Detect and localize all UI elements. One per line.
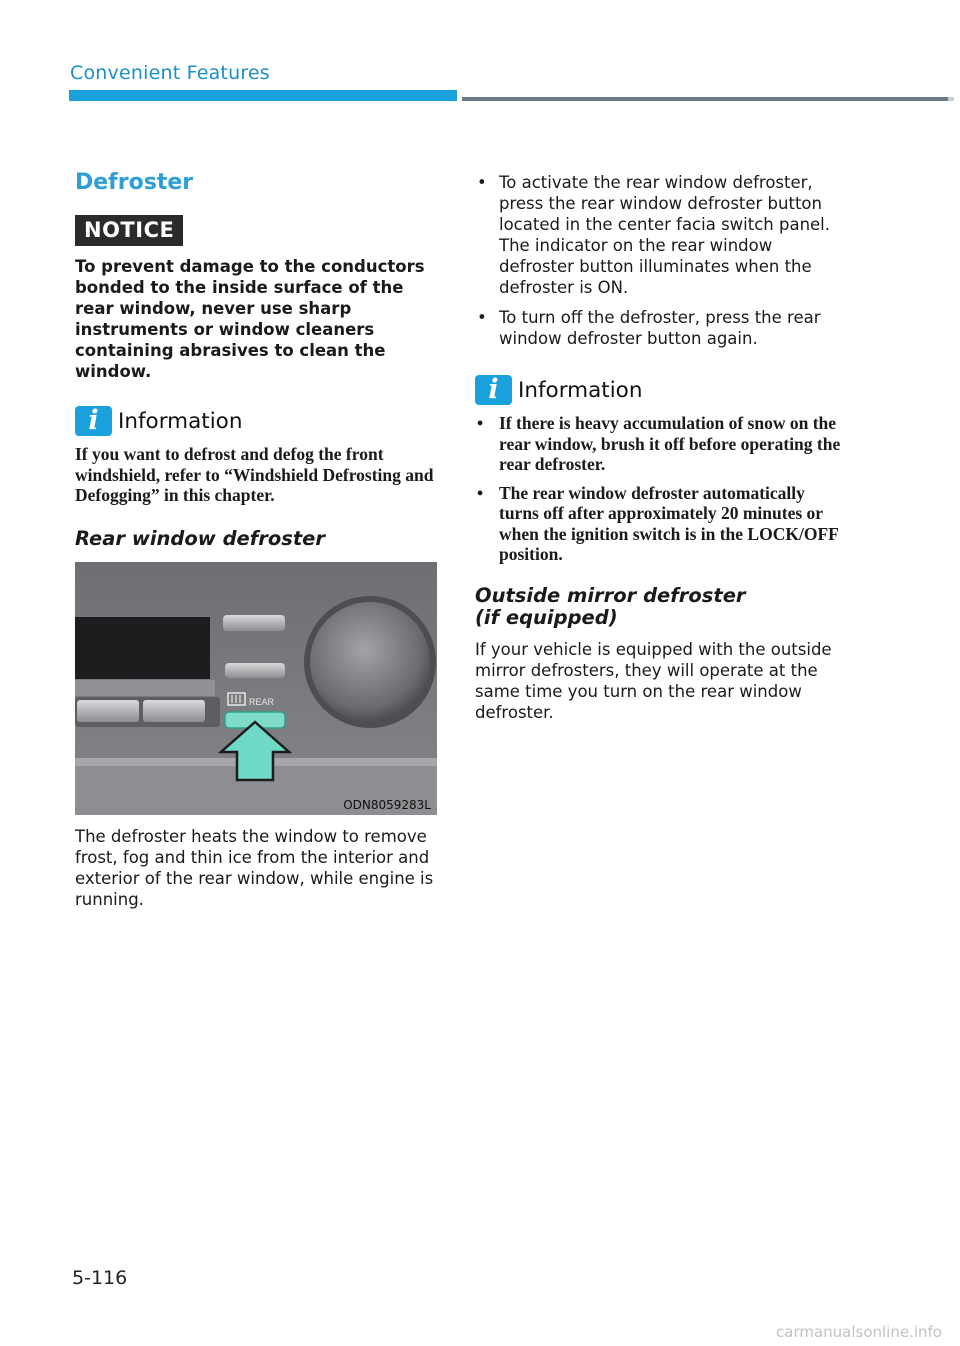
- page-number: 5-116: [72, 1267, 128, 1289]
- information-heading-right: [475, 375, 841, 405]
- list-item: • If there is heavy accumulation of snow on the rear window, brush it off before operating the rear defroster.: [475, 413, 841, 475]
- figure-caption: ODN8059283L: [343, 797, 431, 812]
- subsection-title-outside-mirror: [475, 585, 841, 629]
- subsection-title-line1: Outside mirror defroster: [475, 583, 746, 607]
- notice-badge: NOTICE: [75, 215, 183, 246]
- header-title: Convenient Features: [70, 62, 270, 84]
- header-bar-rule: [462, 97, 948, 101]
- list-item: • To activate the rear window defroster, press the rear window defroster button located in the center facia switch panel. The indicator on the rear window defroster button illuminates when the defroster is ON.: [475, 172, 841, 298]
- list-item: • The rear window defroster automatically turns off after approximately 20 minutes or when the ignition switch is in the LOCK/OFF position.: [475, 483, 841, 565]
- info-icon: i: [75, 406, 112, 436]
- defroster-instructions: [475, 172, 841, 349]
- information-list: [475, 413, 841, 565]
- right-column: [475, 172, 841, 723]
- subsection-title-rear-window: Rear window defroster: [75, 526, 326, 550]
- figure-button-label: REAR: [249, 696, 275, 707]
- information-label: Information: [518, 377, 643, 403]
- defroster-panel-figure: [75, 562, 437, 815]
- notice-text: To prevent damage to the conductors bonded to the inside surface of the rear window, never use sharp instruments or window cleaners containing abrasives to clean the window.: [75, 257, 425, 381]
- outside-mirror-description: If your vehicle is equipped with the outside mirror defrosters, they will operate at the same time you turn on the rear window defroster.: [475, 639, 832, 722]
- information-text: If you want to defrost and defog the front windshield, refer to “Windshield Defrosting and Defogging” in this chapter.: [75, 444, 434, 505]
- defroster-panel-illustration: [75, 562, 437, 815]
- left-column: [75, 170, 437, 910]
- info-icon: i: [475, 375, 512, 405]
- list-item: • To turn off the defroster, press the rear window defroster button again.: [475, 307, 841, 349]
- header-bar-accent: [69, 90, 457, 101]
- information-heading: [75, 406, 437, 436]
- information-label: Information: [118, 408, 243, 434]
- subsection-title-line2: (if equipped): [475, 605, 618, 629]
- section-title-defroster: Defroster: [75, 170, 194, 195]
- watermark: carmanualsonline.info: [776, 1323, 942, 1341]
- defroster-description: The defroster heats the window to remove frost, fog and thin ice from the interior and exterior of the rear window, while engine is running.: [75, 826, 434, 909]
